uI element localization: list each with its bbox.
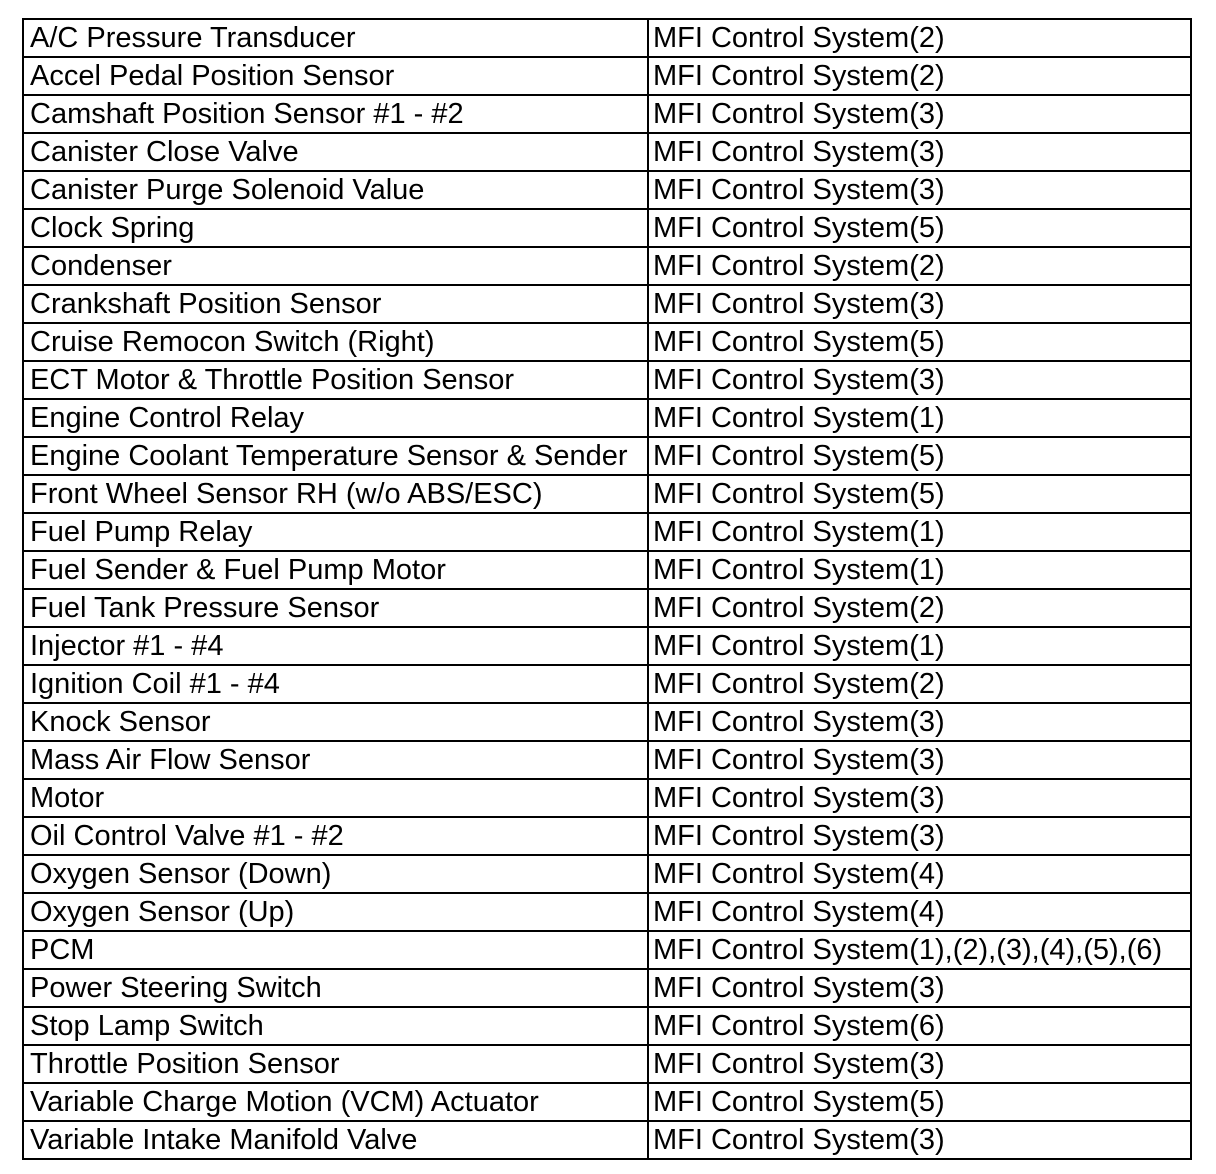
component-cell: Canister Close Valve	[23, 133, 648, 171]
component-table	[22, 18, 1192, 1160]
system-cell: MFI Control System(3)	[648, 95, 1191, 133]
system-cell: MFI Control System(4)	[648, 893, 1191, 931]
system-cell: MFI Control System(2)	[648, 57, 1191, 95]
system-cell: MFI Control System(3)	[648, 969, 1191, 1007]
component-cell: Mass Air Flow Sensor	[23, 741, 648, 779]
system-cell: MFI Control System(1)	[648, 551, 1191, 589]
component-cell: Oil Control Valve #1 - #2	[23, 817, 648, 855]
table-row	[23, 931, 1191, 969]
component-cell: A/C Pressure Transducer	[23, 19, 648, 57]
table-row	[23, 627, 1191, 665]
system-cell: MFI Control System(3)	[648, 741, 1191, 779]
component-cell: Ignition Coil #1 - #4	[23, 665, 648, 703]
table-row	[23, 1007, 1191, 1045]
table-row	[23, 247, 1191, 285]
table-row	[23, 855, 1191, 893]
system-cell: MFI Control System(2)	[648, 589, 1191, 627]
table-row	[23, 209, 1191, 247]
table-row	[23, 703, 1191, 741]
component-cell: Throttle Position Sensor	[23, 1045, 648, 1083]
table-row	[23, 589, 1191, 627]
component-cell: Knock Sensor	[23, 703, 648, 741]
system-cell: MFI Control System(4)	[648, 855, 1191, 893]
table-row	[23, 437, 1191, 475]
component-cell: Clock Spring	[23, 209, 648, 247]
component-cell: Variable Intake Manifold Valve	[23, 1121, 648, 1159]
table-row	[23, 551, 1191, 589]
component-cell: Accel Pedal Position Sensor	[23, 57, 648, 95]
component-cell: Front Wheel Sensor RH (w/o ABS/ESC)	[23, 475, 648, 513]
component-cell: Engine Control Relay	[23, 399, 648, 437]
system-cell: MFI Control System(5)	[648, 475, 1191, 513]
component-cell: Crankshaft Position Sensor	[23, 285, 648, 323]
system-cell: MFI Control System(1)	[648, 513, 1191, 551]
system-cell: MFI Control System(1)	[648, 627, 1191, 665]
component-cell: Oxygen Sensor (Down)	[23, 855, 648, 893]
table-row	[23, 285, 1191, 323]
component-cell: Camshaft Position Sensor #1 - #2	[23, 95, 648, 133]
component-cell: Fuel Tank Pressure Sensor	[23, 589, 648, 627]
component-cell: Power Steering Switch	[23, 969, 648, 1007]
component-cell: Motor	[23, 779, 648, 817]
system-cell: MFI Control System(5)	[648, 437, 1191, 475]
component-cell: Injector #1 - #4	[23, 627, 648, 665]
table-row	[23, 475, 1191, 513]
table-row	[23, 19, 1191, 57]
system-cell: MFI Control System(3)	[648, 1045, 1191, 1083]
component-cell: Canister Purge Solenoid Value	[23, 171, 648, 209]
system-cell: MFI Control System(2)	[648, 247, 1191, 285]
system-cell: MFI Control System(5)	[648, 323, 1191, 361]
component-table-body	[23, 19, 1191, 1159]
system-cell: MFI Control System(3)	[648, 817, 1191, 855]
table-row	[23, 1045, 1191, 1083]
component-cell: Oxygen Sensor (Up)	[23, 893, 648, 931]
table-row	[23, 323, 1191, 361]
table-row	[23, 1083, 1191, 1121]
component-cell: PCM	[23, 931, 648, 969]
table-row	[23, 665, 1191, 703]
system-cell: MFI Control System(3)	[648, 779, 1191, 817]
system-cell: MFI Control System(3)	[648, 133, 1191, 171]
component-cell: Fuel Sender & Fuel Pump Motor	[23, 551, 648, 589]
system-cell: MFI Control System(3)	[648, 361, 1191, 399]
table-row	[23, 1121, 1191, 1159]
table-row	[23, 57, 1191, 95]
system-cell: MFI Control System(5)	[648, 1083, 1191, 1121]
component-cell: ECT Motor & Throttle Position Sensor	[23, 361, 648, 399]
component-cell: Stop Lamp Switch	[23, 1007, 648, 1045]
table-row	[23, 361, 1191, 399]
component-cell: Condenser	[23, 247, 648, 285]
system-cell: MFI Control System(5)	[648, 209, 1191, 247]
system-cell: MFI Control System(2)	[648, 665, 1191, 703]
system-cell: MFI Control System(3)	[648, 171, 1191, 209]
system-cell: MFI Control System(3)	[648, 1121, 1191, 1159]
table-row	[23, 171, 1191, 209]
component-cell: Variable Charge Motion (VCM) Actuator	[23, 1083, 648, 1121]
system-cell: MFI Control System(6)	[648, 1007, 1191, 1045]
system-cell: MFI Control System(3)	[648, 703, 1191, 741]
table-row	[23, 741, 1191, 779]
table-row	[23, 779, 1191, 817]
component-cell: Engine Coolant Temperature Sensor & Sender	[23, 437, 648, 475]
table-row	[23, 513, 1191, 551]
system-cell: MFI Control System(1)	[648, 399, 1191, 437]
table-row	[23, 133, 1191, 171]
table-row	[23, 969, 1191, 1007]
component-cell: Cruise Remocon Switch (Right)	[23, 323, 648, 361]
component-cell: Fuel Pump Relay	[23, 513, 648, 551]
table-row	[23, 399, 1191, 437]
table-row	[23, 817, 1191, 855]
system-cell: MFI Control System(1),(2),(3),(4),(5),(6)	[648, 931, 1191, 969]
system-cell: MFI Control System(2)	[648, 19, 1191, 57]
table-row	[23, 893, 1191, 931]
system-cell: MFI Control System(3)	[648, 285, 1191, 323]
table-row	[23, 95, 1191, 133]
